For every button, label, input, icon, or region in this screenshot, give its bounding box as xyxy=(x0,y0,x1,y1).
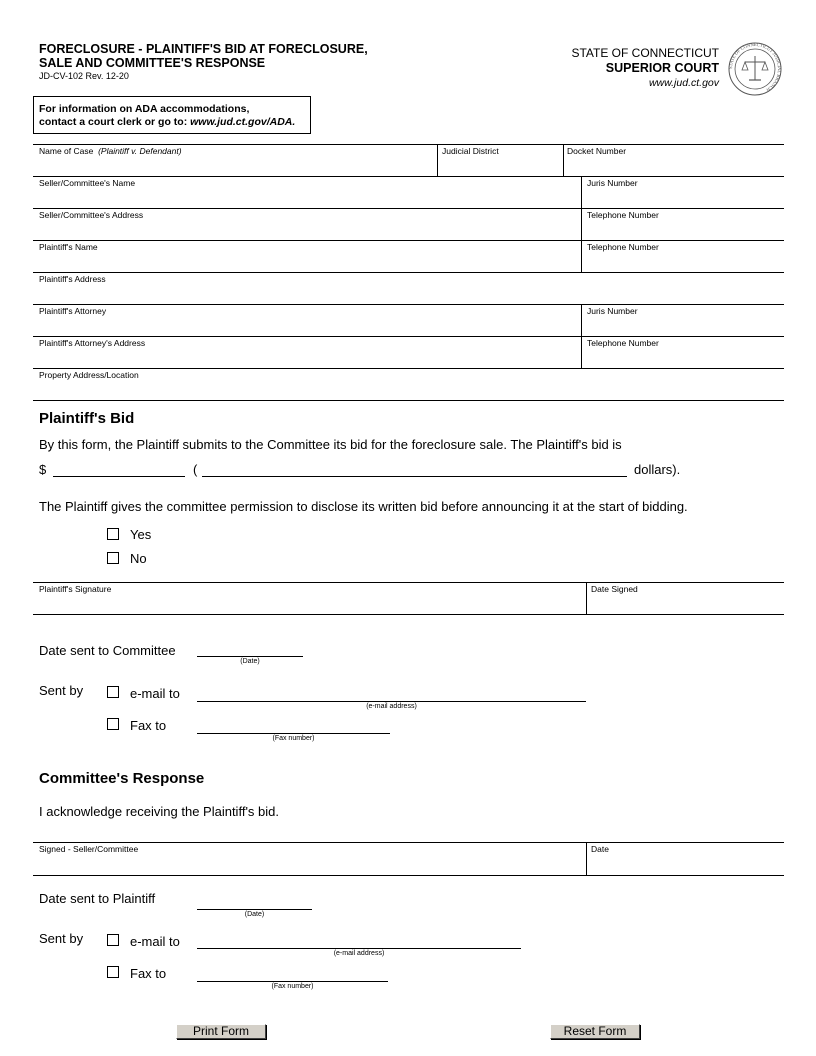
grid-line xyxy=(33,875,784,876)
attorney-telephone-field[interactable]: Telephone Number xyxy=(587,338,659,348)
ada-notice xyxy=(33,96,311,134)
attorney-address-field[interactable]: Plaintiff's Attorney's Address xyxy=(39,338,146,348)
date-signed-field[interactable]: Date Signed xyxy=(591,584,638,594)
name-of-case-label: Name of Case xyxy=(39,146,94,156)
court-website: www.jud.ct.gov xyxy=(648,77,719,89)
ada-link[interactable]: www.jud.ct.gov/ADA. xyxy=(190,116,296,128)
response-email-checkbox[interactable] xyxy=(107,934,119,946)
grid-line xyxy=(33,368,784,369)
grid-line xyxy=(33,582,784,583)
date-sent-plaintiff-input[interactable] xyxy=(197,909,312,910)
grid-line xyxy=(33,842,784,843)
fax-caption: (Fax number) xyxy=(272,735,315,742)
grid-line xyxy=(33,614,784,615)
fax-label: Fax to xyxy=(130,718,167,733)
print-form-button[interactable]: Print Form xyxy=(176,1024,266,1039)
open-paren: ( xyxy=(193,462,198,477)
seal-text: STATE OF CONNECTICUT JUDICIAL BRANCH xyxy=(728,42,782,93)
yes-label: Yes xyxy=(130,527,152,542)
plaintiff-address-field[interactable]: Plaintiff's Address xyxy=(39,274,106,284)
response-heading: Committee's Response xyxy=(39,770,205,787)
email-caption: (e-mail address) xyxy=(366,703,417,710)
bid-amount-words-input[interactable] xyxy=(202,476,627,477)
date-sent-committee-label: Date sent to Committee xyxy=(39,643,176,658)
grid-line xyxy=(33,272,784,273)
judicial-district-field[interactable]: Judicial District xyxy=(442,146,499,156)
seller-address-field[interactable]: Seller/Committee's Address xyxy=(39,210,144,220)
permission-text: The Plaintiff gives the committee permission to disclose its written bid before announcing it at the start of bidding. xyxy=(39,499,688,514)
grid-line xyxy=(437,144,438,176)
bid-intro: By this form, the Plaintiff submits to the Committee its bid for the foreclosure sale. The Plaintiff's bid is xyxy=(39,437,622,452)
grid-line xyxy=(581,176,582,272)
sent-by-label: Sent by xyxy=(39,683,84,698)
email-caption: (e-mail address) xyxy=(333,950,385,957)
form-number: JD-CV-102 Rev. 12-20 xyxy=(39,71,129,81)
fax-checkbox[interactable] xyxy=(107,718,119,730)
fax-number-input[interactable] xyxy=(197,733,390,734)
response-date-field[interactable]: Date xyxy=(591,844,609,854)
grid-line xyxy=(563,144,564,176)
date-caption: (Date) xyxy=(240,658,260,665)
grid-line xyxy=(33,400,784,401)
reset-form-button[interactable]: Reset Form xyxy=(550,1024,640,1039)
dollars-label: dollars). xyxy=(634,462,681,477)
date-sent-committee-input[interactable] xyxy=(197,656,303,657)
name-of-case-hint: (Plaintiff v. Defendant) xyxy=(98,146,182,156)
attorney-juris-number-field[interactable]: Juris Number xyxy=(587,306,638,316)
committee-signature-field[interactable]: Signed - Seller/Committee xyxy=(39,844,139,854)
response-fax-checkbox[interactable] xyxy=(107,966,119,978)
grid-line xyxy=(33,304,784,305)
sent-by-label: Sent by xyxy=(39,931,84,946)
ada-line2-text: contact a court clerk or go to: xyxy=(39,116,191,128)
plaintiff-signature-field[interactable]: Plaintiff's Signature xyxy=(39,584,112,594)
state-name: STATE OF CONNECTICUT xyxy=(571,46,719,60)
email-label: e-mail to xyxy=(130,686,180,701)
ada-line2 xyxy=(39,116,310,129)
email-checkbox[interactable] xyxy=(107,686,119,698)
docket-number-field[interactable]: Docket Number xyxy=(567,146,627,156)
date-sent-plaintiff-label: Date sent to Plaintiff xyxy=(39,891,156,906)
ada-line1: For information on ADA accommodations, xyxy=(39,103,250,115)
grid-line xyxy=(586,582,587,614)
seller-telephone-field[interactable]: Telephone Number xyxy=(587,210,659,220)
no-label: No xyxy=(130,551,147,566)
grid-line xyxy=(33,240,784,241)
email-address-input[interactable] xyxy=(197,701,586,702)
grid-line xyxy=(33,144,784,145)
grid-line xyxy=(33,336,784,337)
judicial-seal-icon xyxy=(728,42,782,96)
juris-number-field[interactable]: Juris Number xyxy=(587,178,638,188)
grid-line xyxy=(586,842,587,875)
response-email-input[interactable] xyxy=(197,948,521,949)
response-fax-input[interactable] xyxy=(197,981,388,982)
form-title-line1: FORECLOSURE - PLAINTIFF'S BID AT FORECLOSURE, xyxy=(39,42,368,56)
response-fax-label: Fax to xyxy=(130,966,167,981)
grid-line xyxy=(33,208,784,209)
bid-heading: Plaintiff's Bid xyxy=(39,410,135,427)
bid-amount-input[interactable] xyxy=(53,476,185,477)
plaintiff-telephone-field[interactable]: Telephone Number xyxy=(587,242,659,252)
acknowledge-text: I acknowledge receiving the Plaintiff's bid. xyxy=(39,804,279,819)
dollar-sign: $ xyxy=(39,462,47,477)
court-name: SUPERIOR COURT xyxy=(605,61,719,75)
no-checkbox[interactable] xyxy=(107,552,119,564)
form-title-line2: SALE AND COMMITTEE'S RESPONSE xyxy=(39,56,266,70)
fax-caption: (Fax number) xyxy=(271,983,314,990)
yes-checkbox[interactable] xyxy=(107,528,119,540)
form-title xyxy=(39,42,368,70)
plaintiff-attorney-field[interactable]: Plaintiff's Attorney xyxy=(39,306,107,316)
plaintiff-name-field[interactable]: Plaintiff's Name xyxy=(39,242,98,252)
date-caption: (Date) xyxy=(244,911,265,918)
response-email-label: e-mail to xyxy=(130,934,180,949)
grid-line xyxy=(33,176,784,177)
property-address-field[interactable]: Property Address/Location xyxy=(39,370,139,380)
name-of-case-field[interactable] xyxy=(39,146,182,156)
seller-name-field[interactable]: Seller/Committee's Name xyxy=(39,178,136,188)
